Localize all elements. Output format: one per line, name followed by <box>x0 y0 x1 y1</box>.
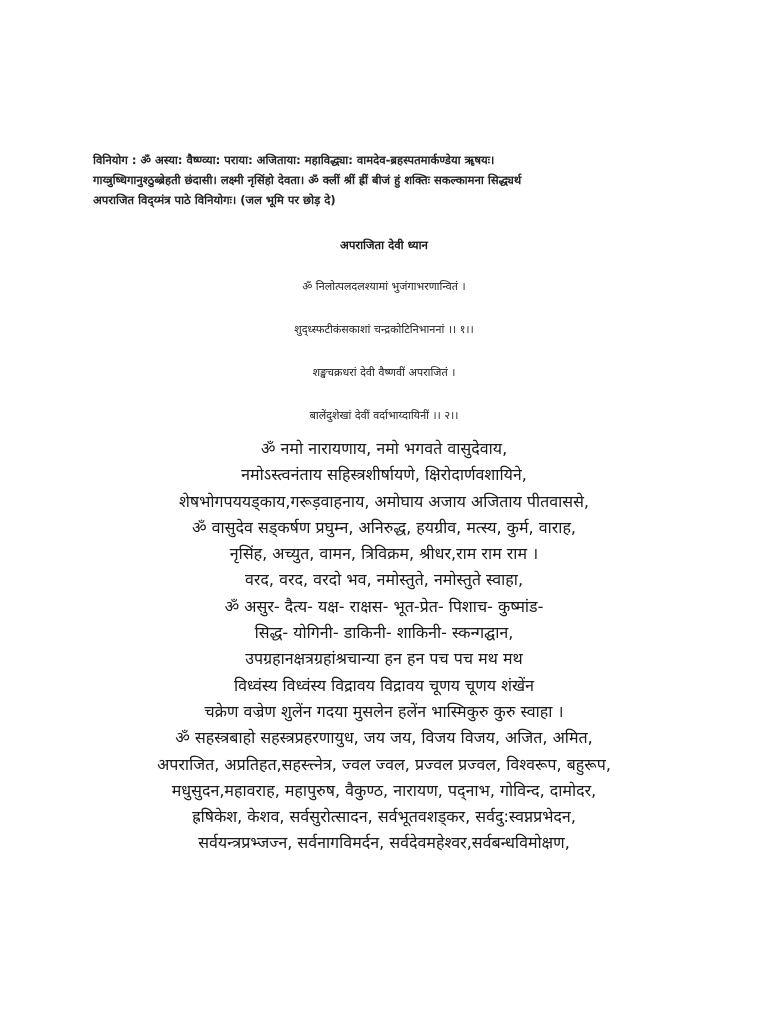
mantra-line: वरद, वरद, वरदो भव, नमोस्तुते, नमोस्तुते स्वाहा, <box>244 570 524 590</box>
mantra-line: सिद्ध- योगिनी- डाकिनी- शाकिनी- स्कन्गद्घान, <box>254 623 514 643</box>
shloka-line: शुद्ध्स्फटीकंसकाशां चन्द्रकोटिनिभाननां ।। १।। <box>294 323 474 336</box>
viniyoga-paragraph <box>93 150 693 210</box>
mantra-line: उपग्रहानक्षत्रग्रहांश्रचान्या हन हन पच पच मथ मथ <box>245 649 523 669</box>
mantra-line: ॐ नमो नारायणाय, नमो भगवते वासुदेवाय, <box>260 439 508 458</box>
mantra-line: चक्रेण वज्रेण शुलेंन गदया मुसलेन हलेंन भास्मिकुरु कुरु स्वाहा । <box>204 701 564 721</box>
dhyan-title: अपराजिता देवी ध्यान <box>340 238 428 252</box>
mantra-line: शेषभोगपययड्काय,गरूड़वाहनाय, अमोघाय अजाय अजिताय पीतवाससे, <box>178 491 590 511</box>
mantra-line: अपराजित, अप्रतिहत,सहस्त्त्नेत्र, ज्वल ज्वल, प्रज्वल प्रज्वल, विश्वरूप, बहुरूप, <box>157 754 611 774</box>
mantra-line: ॐ वासुदेव सड्कर्षण प्रघुम्न, अनिरुद्ध, हयग्रीव, मत्स्य, कुर्म, वाराह, <box>191 517 577 537</box>
mantra-line: विध्वंस्य विध्वंस्य विद्रावय विद्रावय चूणय चूणय शंखेंन <box>233 675 534 695</box>
mantra-line: ॐ सहस्त्रबाहो सहस्त्रप्रहरणायुध, जय जय, विजय विजय, अजित, अमित, <box>175 728 593 748</box>
shloka-line: ॐ निलोत्पलदलश्यामां भुजंगाभरणान्वितं । <box>302 280 466 293</box>
dhyan-section <box>0 235 768 449</box>
mantra-line: नृसिंह, अच्युत, वामन, त्रिविक्रम, श्रीधर,राम राम राम । <box>229 544 539 564</box>
shloka-line: शङ्खचक्रधरां देवी वैष्णवीं अपराजितं । <box>312 366 456 379</box>
shloka-line: बालेंदुशेखां देवीं वर्दाभाय्दायिनीं ।। २।। <box>309 409 459 422</box>
viniyoga-line: गाय्त्रुष्धिगानुश्ठुब्ब्रेहती छंदासी। लक्ष्मी नृसिंहो देवता। ॐ क्लीं श्रीं ह्रीं बीजं हुं शक्तिः सकल्कामना सिद्ध्यर्थ <box>93 173 522 187</box>
mantra-line: मधुसुदन,महावराह, महापुरुष, वैकुण्ठ, नारायण, पद्नाभ, गोविन्द, दामोदर, <box>171 780 597 800</box>
mantra-line: ह्रषिकेश, केशव, सर्वसुरोत्सादन, सर्वभूतवशड्कर, सर्वदु:स्वप्नप्रभेदन, <box>192 807 576 827</box>
mantra-line: ॐ असुर- दैत्य- यक्ष- राक्षस- भूत-प्रेत- पिशाच- कुष्मांड- <box>224 596 544 616</box>
mantra-line: नमोऽस्त्वनंताय सहिस्त्रशीर्षायणे, क्षिरोदार्णवशायिने, <box>241 465 527 485</box>
mantra-block <box>0 436 768 857</box>
viniyoga-line: विनियोग : ॐ अस्या: वैष्ण्व्या: पराया: अजिताया: महाविद्ध्या: वामदेव-ब्रहस्पतमार्कण्डेया ॠषयः। <box>93 153 495 167</box>
mantra-line: सर्वयन्त्रप्रभ्जज्न, सर्वनागविमर्दन, सर्वदेवमहेश्वर,सर्वबन्धविमोक्षण, <box>198 833 570 853</box>
viniyoga-line: अपराजित विद्य्मंत्र पाठे विनियोगः। (जल भूमि पर छोड़ दे) <box>93 193 336 207</box>
